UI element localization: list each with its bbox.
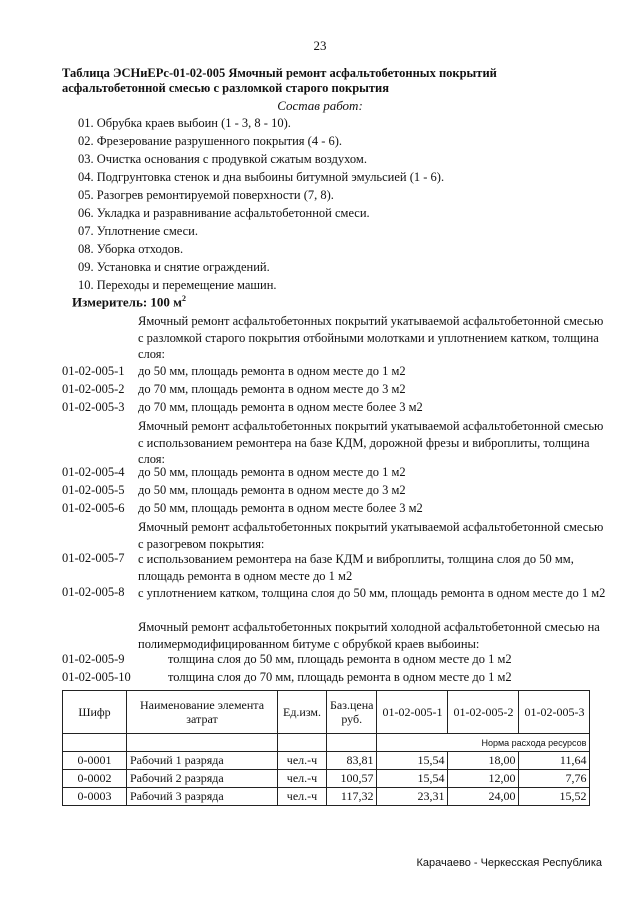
work-item: 01. Обрубка краев выбоин (1 - 3, 8 - 10). <box>78 116 291 130</box>
cell-value: 23,31 <box>377 788 448 806</box>
norm-label: Норма расхода ресурсов <box>377 734 590 752</box>
page-number: 23 <box>313 38 327 53</box>
cell-name: Рабочий 2 разряда <box>127 770 278 788</box>
cell-unit: чел.-ч <box>278 788 327 806</box>
header-col-3: 01-02-005-3 <box>519 691 590 734</box>
row-code: 01-02-005-9 <box>62 652 125 666</box>
cell-value: 15,52 <box>519 788 590 806</box>
row-text: толщина слоя до 50 мм, площадь ремонта в одном месте до 1 м2 <box>168 652 512 666</box>
cell-unit: чел.-ч <box>278 752 327 770</box>
work-item: 07. Уплотнение смеси. <box>78 224 198 238</box>
cell-price: 117,32 <box>327 788 377 806</box>
group-description: Ямочный ремонт асфальтобетонных покрытий укатываемой асфальтобетонной смесью с использованием ремонтера на базе КДМ, дорожной фрезы и виброплиты, толщина слоя: <box>138 419 604 466</box>
table-row <box>63 752 590 770</box>
group-description: Ямочный ремонт асфальтобетонных покрытий холодной асфальтобетонной смесью на полимермодифицированном битуме с обрубкой краев выбоины: <box>138 620 600 651</box>
cell-value: 7,76 <box>519 770 590 788</box>
row-code: 01-02-005-5 <box>62 483 125 497</box>
header-element-name: Наименование элемента затрат <box>127 691 278 734</box>
work-item: 02. Фрезерование разрушенного покрытия (4 - 6). <box>78 134 343 148</box>
cell-price: 83,81 <box>327 752 377 770</box>
resource-table <box>62 690 590 806</box>
row-text: до 70 мм, площадь ремонта в одном месте до 3 м2 <box>138 382 406 396</box>
row-code: 01-02-005-3 <box>62 400 125 414</box>
cell-unit: чел.-ч <box>278 770 327 788</box>
work-item: 10. Переходы и перемещение машин. <box>78 278 277 292</box>
row-code: 01-02-005-8 <box>62 585 125 599</box>
table-row <box>63 788 590 806</box>
row-code: 01-02-005-10 <box>62 670 131 684</box>
cell-value: 15,54 <box>377 770 448 788</box>
work-item: 03. Очистка основания с продувкой сжатым воздухом. <box>78 152 367 166</box>
work-composition-heading: Состав работ: <box>277 98 363 113</box>
header-col-2: 01-02-005-2 <box>448 691 519 734</box>
table-header-row <box>63 691 590 734</box>
work-item: 05. Разогрев ремонтируемой поверхности (7, 8). <box>78 188 334 202</box>
cell-value: 24,00 <box>448 788 519 806</box>
work-item: 04. Подгрунтовка стенок и дна выбоины битумной эмульсией (1 - 6). <box>78 170 445 184</box>
row-code: 01-02-005-6 <box>62 501 125 515</box>
cell-cipher: 0-0003 <box>63 788 127 806</box>
cell-value: 15,54 <box>377 752 448 770</box>
row-text: с уплотнением катком, толщина слоя до 50 мм, площадь ремонта в одном месте до 1 м2 <box>138 586 606 600</box>
cell-cipher: 0-0001 <box>63 752 127 770</box>
norm-row <box>63 734 590 752</box>
header-col-1: 01-02-005-1 <box>377 691 448 734</box>
row-code: 01-02-005-1 <box>62 364 125 378</box>
group-description: Ямочный ремонт асфальтобетонных покрытий укатываемой асфальтобетонной смесью с разогревом покрытия: <box>138 520 604 551</box>
work-item: 08. Уборка отходов. <box>78 242 184 256</box>
work-item: 06. Укладка и разравнивание асфальтобетонной смеси. <box>78 206 370 220</box>
cell-price: 100,57 <box>327 770 377 788</box>
row-text: до 50 мм, площадь ремонта в одном месте более 3 м2 <box>138 501 423 515</box>
row-code: 01-02-005-4 <box>62 465 125 479</box>
row-text: до 50 мм, площадь ремонта в одном месте до 3 м2 <box>138 483 406 497</box>
table-title: Таблица ЭСНиЕРс-01-02-005 Ямочный ремонт асфальтобетонных покрытий асфальтобетонной смесью с разломкой старого покрытия <box>62 66 497 95</box>
row-text: до 50 мм, площадь ремонта в одном месте до 1 м2 <box>138 364 406 378</box>
row-text: до 50 мм, площадь ремонта в одном месте до 1 м2 <box>138 465 406 479</box>
row-text: толщина слоя до 70 мм, площадь ремонта в одном месте до 1 м2 <box>168 670 512 684</box>
row-code: 01-02-005-2 <box>62 382 125 396</box>
measurement-unit: Измеритель: 100 $м^2$ <box>72 294 187 310</box>
cell-value: 11,64 <box>519 752 590 770</box>
row-text: до 70 мм, площадь ремонта в одном месте более 3 м2 <box>138 400 423 414</box>
group-description: Ямочный ремонт асфальтобетонных покрытий укатываемой асфальтобетонной смесью с разломкой старого покрытия отбойными молотками и уплотнением катком, толщина слоя: <box>138 314 604 361</box>
row-code: 01-02-005-7 <box>62 551 125 565</box>
table-row <box>63 770 590 788</box>
header-base-price: Баз.цена руб. <box>327 691 377 734</box>
footer-region: Карачаево - Черкесская Республика <box>416 857 602 869</box>
cell-value: 18,00 <box>448 752 519 770</box>
row-text: с использованием ремонтера на базе КДМ и виброплиты, толщина слоя до 50 мм, площадь ремонта в одном месте до 1 м2 <box>138 552 574 583</box>
cell-name: Рабочий 3 разряда <box>127 788 278 806</box>
cell-name: Рабочий 1 разряда <box>127 752 278 770</box>
header-cipher: Шифр <box>63 691 127 734</box>
work-item: 09. Установка и снятие ограждений. <box>78 260 270 274</box>
cell-cipher: 0-0002 <box>63 770 127 788</box>
header-unit: Ед.изм. <box>278 691 327 734</box>
cell-value: 12,00 <box>448 770 519 788</box>
